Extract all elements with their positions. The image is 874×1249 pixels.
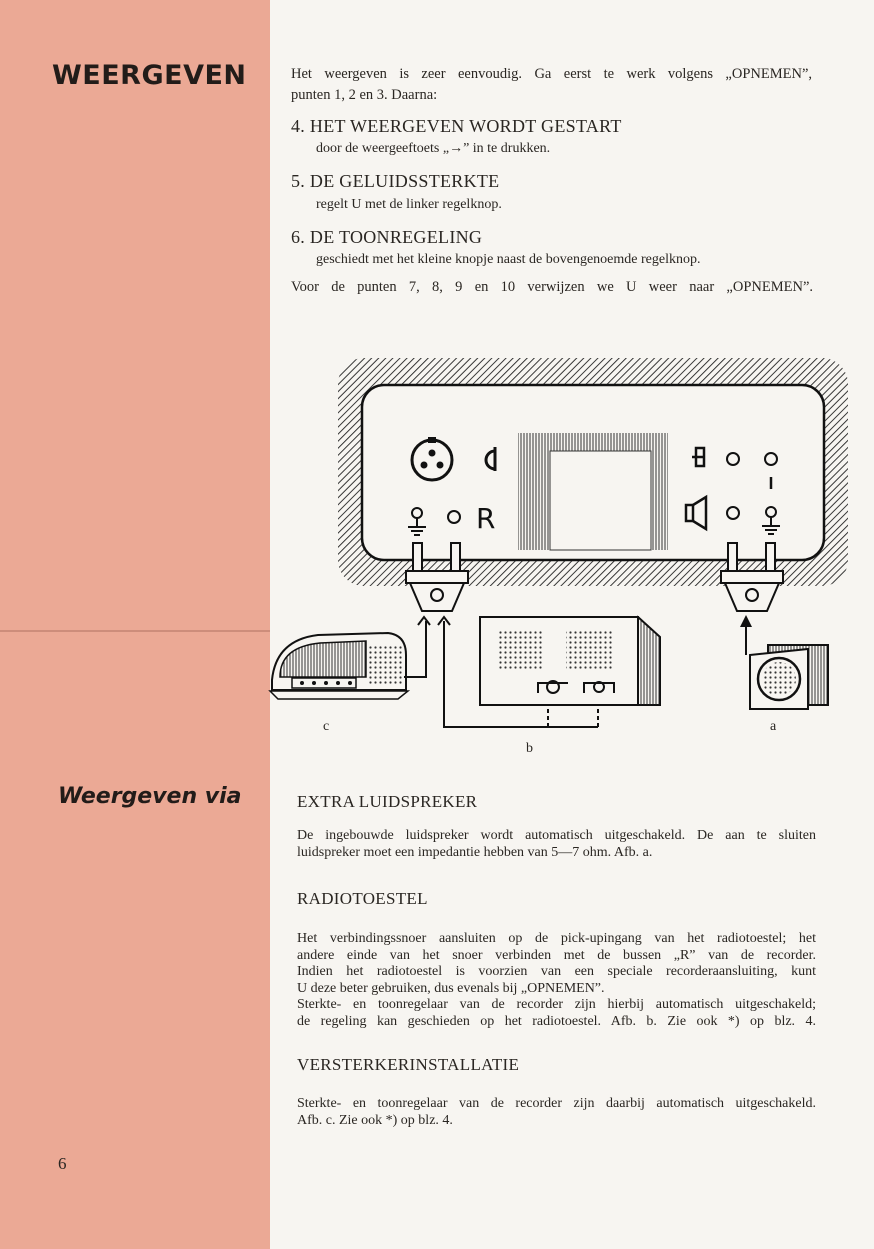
text-line: luidspreker moet een impedantie hebben van 5—7 ohm. Afb. a. xyxy=(297,844,653,860)
intro-line-2: punten 1, 2 en 3. Daarna: xyxy=(291,87,438,103)
text-line: Sterkte- en toonregelaar van de recorder zijn daarbij automatisch uitgeschakeld. xyxy=(297,1096,816,1111)
refer-note: Voor de punten 7, 8, 9 en 10 verwijzen we U weer naar „OPNEMEN”. xyxy=(291,279,813,295)
intro-line-1: Het weergeven is zeer eenvoudig. Ga eerst te werk volgens „OPNEMEN”, xyxy=(291,66,812,82)
figure-label-c: c xyxy=(323,719,330,734)
radio-text xyxy=(297,931,816,1030)
radio-icon xyxy=(480,617,660,705)
step-4-heading: 4. HET WEERGEVEN WORDT GESTART xyxy=(291,116,622,136)
radio-heading: RADIOTOESTEL xyxy=(297,889,428,908)
step-6-text: geschiedt met het kleine knopje naast de bovengenoemde regelknop. xyxy=(316,252,701,267)
text-line: Het verbindingssnoer aansluiten op de pick-upingang van het radiotoestel; het xyxy=(297,931,816,946)
text-line: Sterkte- en toonregelaar van de recorder zijn hierbij automatisch uitgeschakeld; xyxy=(297,997,816,1012)
figure-label-b: b xyxy=(526,741,533,756)
step-5-heading: 5. DE GELUIDSSTERKTE xyxy=(291,171,500,191)
text-line: De ingebouwde luidspreker wordt automatisch uitgeschakeld. De aan te sluiten xyxy=(297,828,816,843)
extra-speaker-heading: EXTRA LUIDSPREKER xyxy=(297,792,478,811)
extra-speaker-text xyxy=(297,828,816,861)
connection-diagram xyxy=(268,355,850,760)
text-line: Indien het radiotoestel is voorzien van een speciale recorderaansluiting, kunt xyxy=(297,964,816,979)
section-title: WEERGEVEN xyxy=(52,60,247,91)
step-6-heading: 6. DE TOONREGELING xyxy=(291,227,483,247)
sidebar-band xyxy=(0,0,270,1249)
panel-letter: R xyxy=(476,502,496,535)
step-4-text: door de weergeeftoets „→” in te drukken. xyxy=(316,141,551,156)
text-line: U deze beter gebruiken, dus evenals bij „OPNEMEN”. xyxy=(297,980,605,996)
page-fold-line xyxy=(0,630,270,632)
loudspeaker-box-icon xyxy=(750,645,828,709)
amplifier-icon xyxy=(270,633,408,699)
text-line: andere einde van het snoer verbinden met de bussen „R” van de recorder. xyxy=(297,947,816,963)
text-line: Afb. c. Zie ook *) op blz. 4. xyxy=(297,1112,453,1128)
page-number: 6 xyxy=(58,1154,67,1173)
sub-section-title: Weergeven via xyxy=(58,784,242,809)
amplifier-text xyxy=(297,1096,816,1129)
text-line: de regeling kan geschieden op het radiotoestel. Afb. b. Zie ook *) op blz. 4. xyxy=(297,1013,816,1029)
diagram-drawing xyxy=(268,355,850,760)
amplifier-heading: VERSTERKERINSTALLATIE xyxy=(297,1055,520,1074)
figure-label-a: a xyxy=(770,719,777,734)
step-5-text: regelt U met de linker regelknop. xyxy=(316,197,502,212)
